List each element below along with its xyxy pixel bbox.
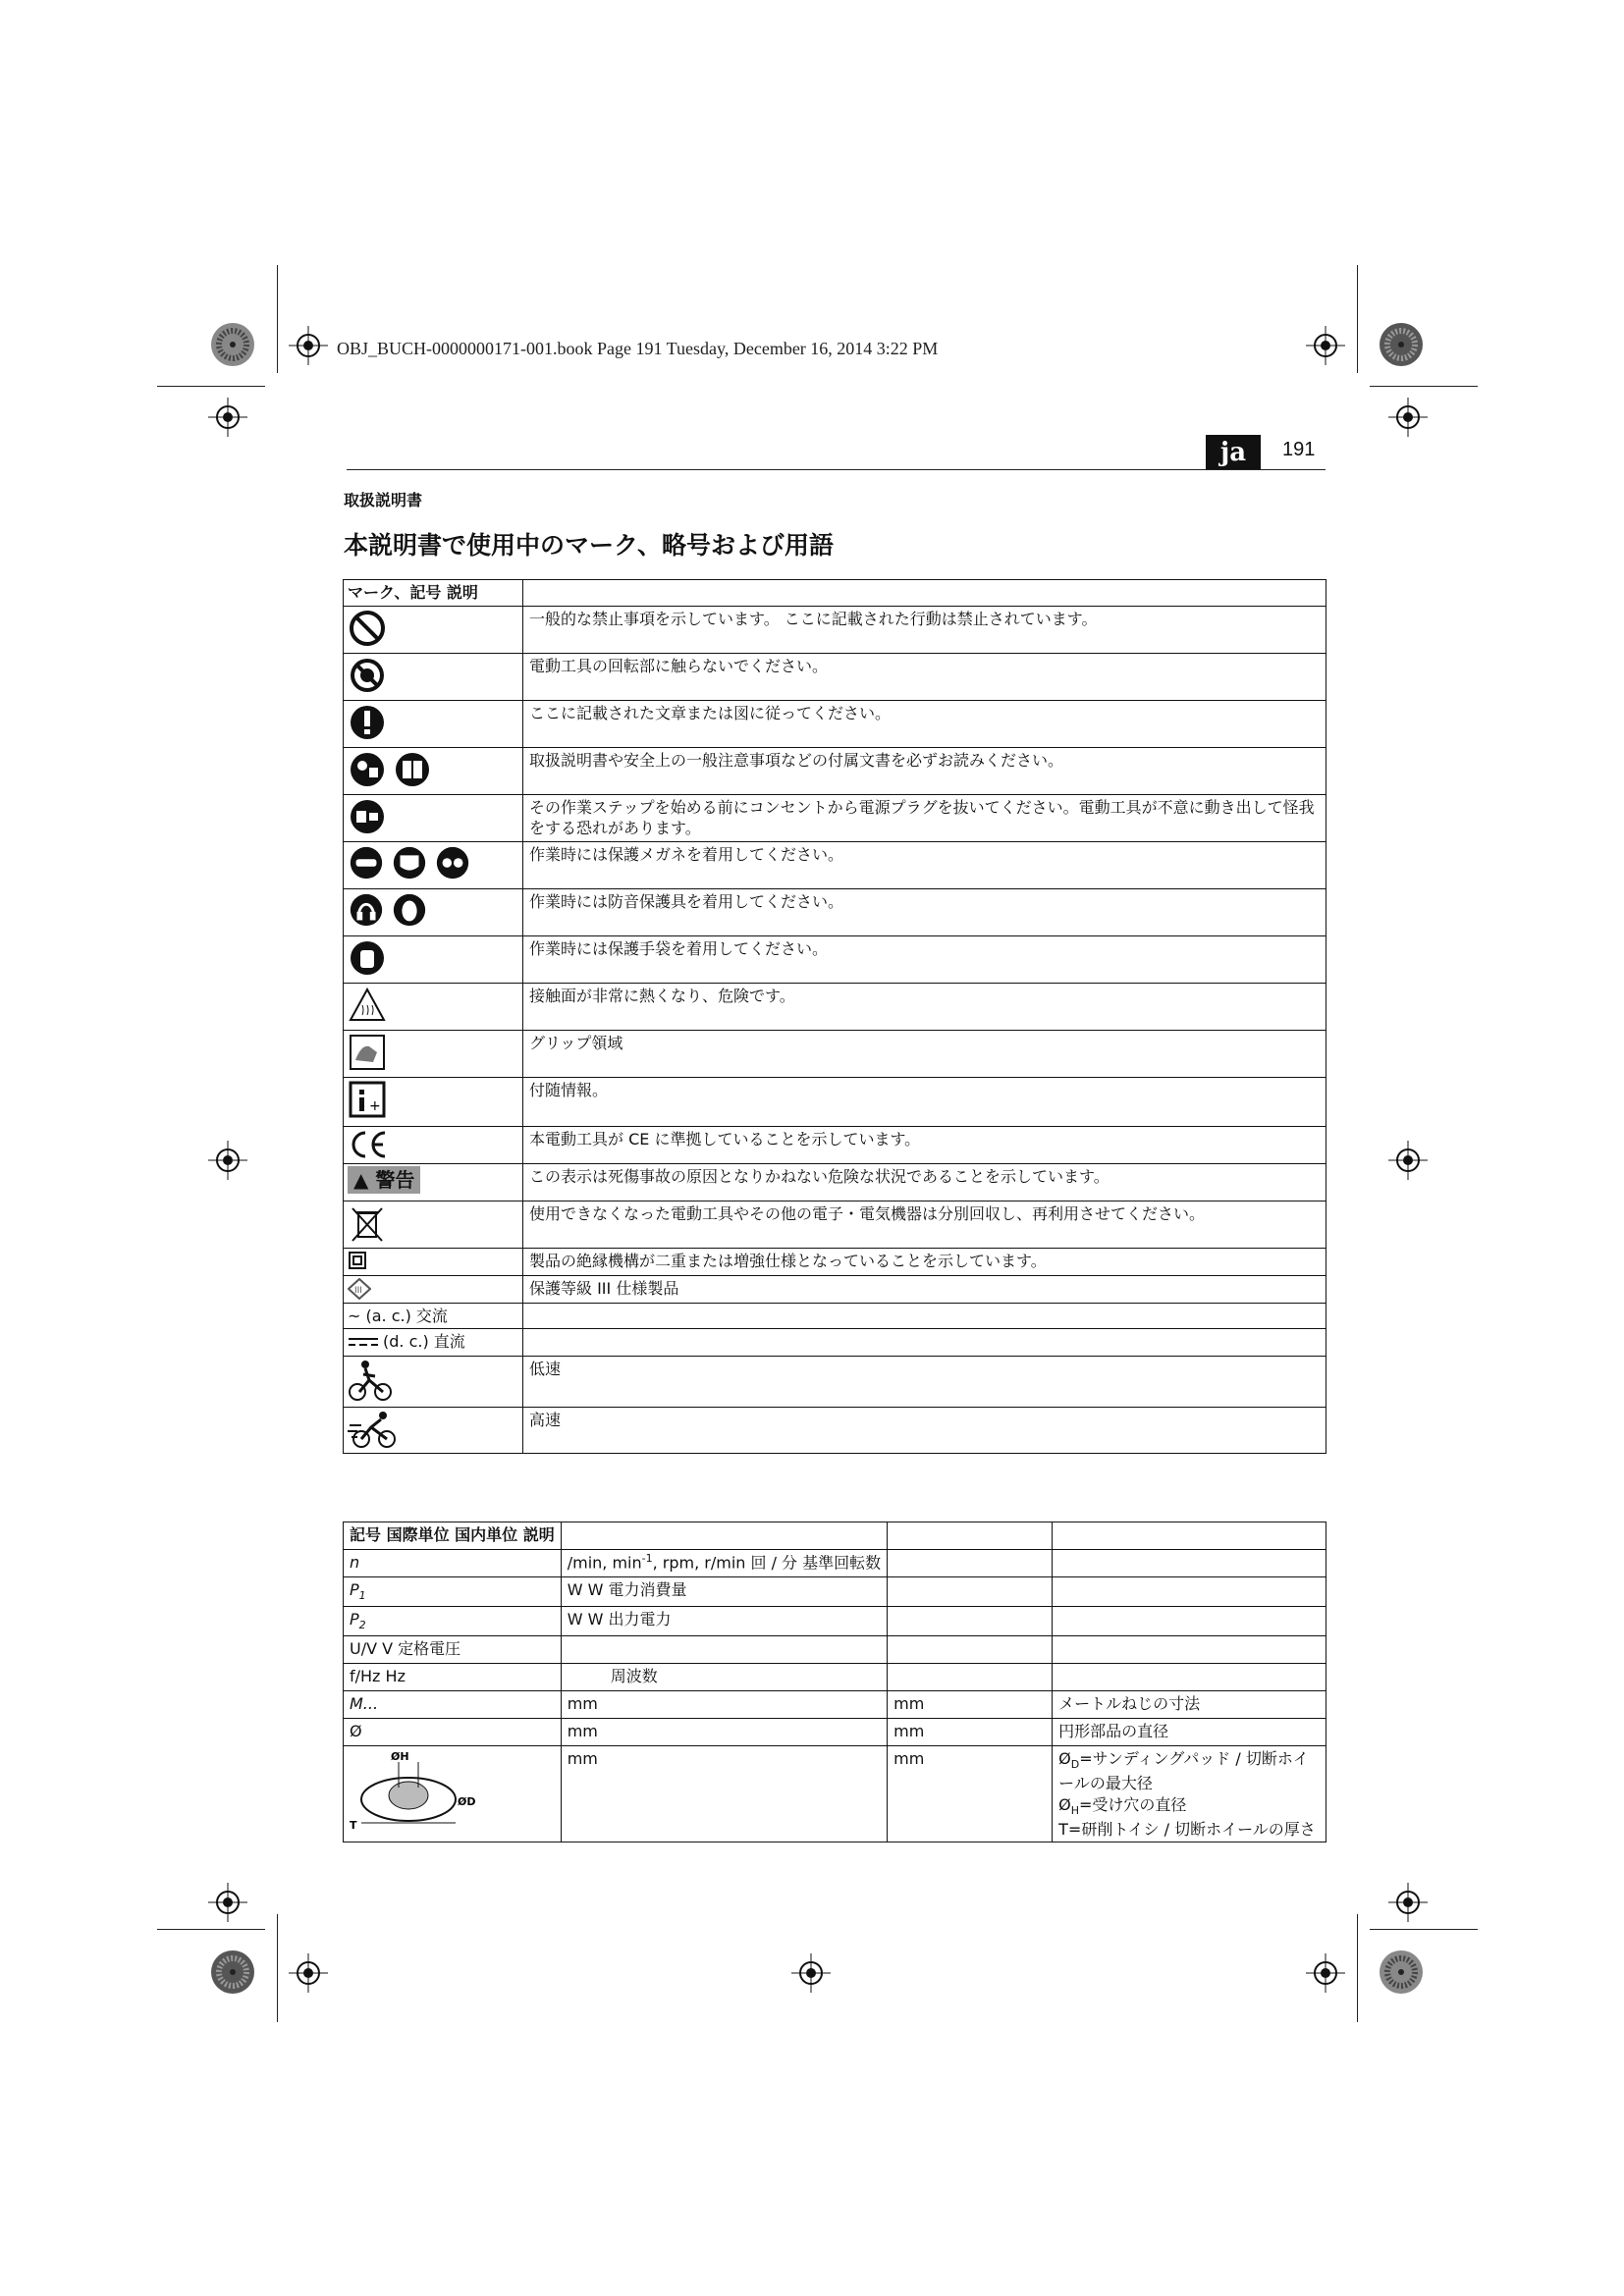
table-row [344, 1126, 1326, 1163]
double-insulation-icon [348, 1251, 367, 1270]
table-row: Ø mm mm 円形部品の直径 [344, 1719, 1326, 1746]
registration-mark-icon [1388, 1141, 1428, 1180]
svg-text:III: III [354, 1285, 362, 1296]
row-text: 製品の絶縁機構が二重または増強仕様となっていることを示しています。 [523, 1248, 1326, 1275]
table-row [344, 1248, 1326, 1275]
registration-mark-icon [1306, 326, 1345, 365]
eye-protection-icon [348, 844, 385, 881]
row-text: 付随情報。 [523, 1077, 1326, 1126]
table-row [344, 606, 1326, 653]
ear-protection-icon [348, 891, 385, 929]
row-text: 使用できなくなった電動工具やその他の電子・電気機器は分別回収し、再利用させてください。 [523, 1201, 1326, 1248]
table-row [344, 1636, 1326, 1664]
table-header: 記号 国際単位 国内単位 説明 [344, 1522, 562, 1550]
registration-mark-icon [289, 326, 328, 365]
slow-bike-icon [348, 1359, 393, 1404]
page-title: 本説明書で使用中のマーク、略号および用語 [344, 531, 835, 560]
registration-mark-icon [208, 1883, 247, 1922]
table-row: n /min, $\min^{-1}$, rpm, r/min 回 / 分 基準回転数 [344, 1550, 1326, 1577]
row-text: 一般的な禁止事項を示しています。 ここに記載された行動は禁止されています。 [523, 606, 1326, 653]
table-header-row [344, 1522, 1326, 1550]
language-badge: ja [1206, 435, 1261, 470]
header-rule [347, 469, 1326, 470]
fast-bike-icon [348, 1410, 403, 1451]
table-row [344, 841, 1326, 888]
unit-symbol: M... [344, 1691, 562, 1719]
table-row [344, 888, 1326, 935]
row-text: 保護等級 III 仕様製品 [523, 1275, 1326, 1303]
row-text: 高速 [523, 1407, 1326, 1453]
row-text: ここに記載された文章または図に従ってください。 [523, 700, 1326, 747]
table-row [344, 1030, 1326, 1077]
table-row [344, 700, 1326, 747]
color-wheel-icon [1379, 322, 1424, 367]
section-label: 取扱説明書 [344, 491, 423, 509]
row-text: 作業時には防音保護具を着用してください。 [523, 888, 1326, 935]
table-header-row [344, 580, 1326, 607]
prohibition-icon [348, 609, 387, 648]
table-row [344, 1356, 1326, 1407]
units-table [343, 1522, 1326, 1842]
read-manual-book-icon [393, 750, 432, 789]
table-row [344, 1077, 1326, 1126]
desc-line: T=研削トイシ / 切断ホイールの厚さ [1058, 1819, 1316, 1839]
table-row [344, 983, 1326, 1030]
row-text: 電動工具の回転部に触らないでください。 [523, 653, 1326, 700]
table-row [344, 1163, 1326, 1201]
row-text: 低速 [523, 1356, 1326, 1407]
row-text: グリップ領域 [523, 1030, 1326, 1077]
row-text: 取扱説明書や安全上の一般注意事項などの付属文書を必ずお読みください。 [523, 747, 1326, 794]
protection-class-3-icon [348, 1278, 371, 1300]
unit-symbol: U/V V 定格電圧 [344, 1636, 562, 1664]
color-wheel-icon [210, 322, 255, 367]
ac-label: ~ (a. c.) 交流 [344, 1303, 523, 1329]
unit-symbol: n [344, 1550, 562, 1577]
diameter-h-label: ØH [391, 1750, 409, 1764]
face-shield-icon [391, 844, 428, 881]
read-manual-person-icon [348, 750, 387, 789]
dc-icon [348, 1336, 379, 1348]
row-text: 作業時には保護メガネを着用してください。 [523, 841, 1326, 888]
table-row [344, 1275, 1326, 1303]
table-row [344, 747, 1326, 794]
unit-symbol: Ø [344, 1719, 562, 1746]
table-row: $P_1$ W W 電力消費量 [344, 1577, 1326, 1607]
gloves-icon [348, 938, 387, 978]
table-row [344, 1201, 1326, 1248]
no-touch-rotating-icon [348, 656, 387, 695]
ear-muff-icon [391, 891, 428, 929]
diameter-d-label: ØD [458, 1795, 476, 1809]
registration-mark-icon [208, 1141, 247, 1180]
registration-mark-icon [208, 398, 247, 437]
registration-mark-icon [1388, 1883, 1428, 1922]
unit-symbol: $P_1$ [344, 1577, 562, 1607]
table-row [344, 1303, 1326, 1329]
symbols-table [343, 579, 1326, 1454]
thickness-label: T [350, 1819, 357, 1832]
table-header: マーク、記号 説明 [344, 580, 523, 607]
weee-bin-icon [348, 1203, 387, 1245]
row-text [523, 1329, 1326, 1356]
row-text [523, 1303, 1326, 1329]
hot-surface-icon [348, 986, 387, 1025]
dc-label: (d. c.) 直流 [383, 1332, 465, 1352]
exclamation-icon [348, 703, 387, 742]
unplug-icon [348, 797, 387, 836]
table-row: f/Hz Hz 周波数 [344, 1664, 1326, 1691]
color-wheel-icon [1379, 1949, 1424, 1995]
goggles-icon [434, 844, 471, 881]
desc-line: $Ø_H=$受け穴の直径 [1058, 1794, 1187, 1817]
table-row [344, 935, 1326, 983]
table-row [344, 794, 1326, 841]
table-row: ØH ØD T mm mm $Ø_D=$サンディングパッド / 切断ホイールの最大径 $Ø_H=$受け穴の直径 T=研削トイシ / 切断ホイールの厚さ [344, 1746, 1326, 1842]
registration-mark-icon [791, 1953, 831, 1993]
row-text: この表示は死傷事故の原因となりかねない危険な状況であることを示しています。 [523, 1163, 1326, 1201]
row-text: その作業ステップを始める前にコンセントから電源プラグを抜いてください。電動工具が不意に動き出して怪我をする恐れがあります。 [523, 794, 1326, 841]
row-text: 作業時には保護手袋を着用してください。 [523, 935, 1326, 983]
registration-mark-icon [1388, 398, 1428, 437]
desc-line: $Ø_D=$サンディングパッド / 切断ホイールの最大径 [1058, 1749, 1309, 1793]
disc-dimension-diagram [350, 1748, 487, 1831]
table-row [344, 1329, 1326, 1356]
registration-mark-icon [289, 1953, 328, 1993]
color-wheel-icon [210, 1949, 255, 1995]
unit-symbol: f/Hz Hz [344, 1664, 562, 1691]
grip-area-icon [348, 1033, 387, 1072]
row-text: 接触面が非常に熱くなり、危険です。 [523, 983, 1326, 1030]
unit-symbol: $P_2$ [344, 1607, 562, 1636]
table-row [344, 653, 1326, 700]
info-icon [348, 1080, 387, 1119]
page-number: 191 [1282, 439, 1316, 460]
table-row [344, 1407, 1326, 1453]
warning-label: ▲ 警告 [348, 1166, 420, 1194]
row-text: 本電動工具が CE に準拠していることを示しています。 [523, 1126, 1326, 1163]
job-info-line: OBJ_BUCH-0000000171-001.book Page 191 Tuesday, December 16, 2014 3:22 PM [337, 339, 939, 358]
table-row: M... mm mm メートルねじの寸法 [344, 1691, 1326, 1719]
ce-mark-icon [348, 1129, 391, 1160]
svg-text:+: + [369, 1097, 381, 1114]
registration-mark-icon [1306, 1953, 1345, 1993]
table-row: $P_2$ W W 出力電力 [344, 1607, 1326, 1636]
